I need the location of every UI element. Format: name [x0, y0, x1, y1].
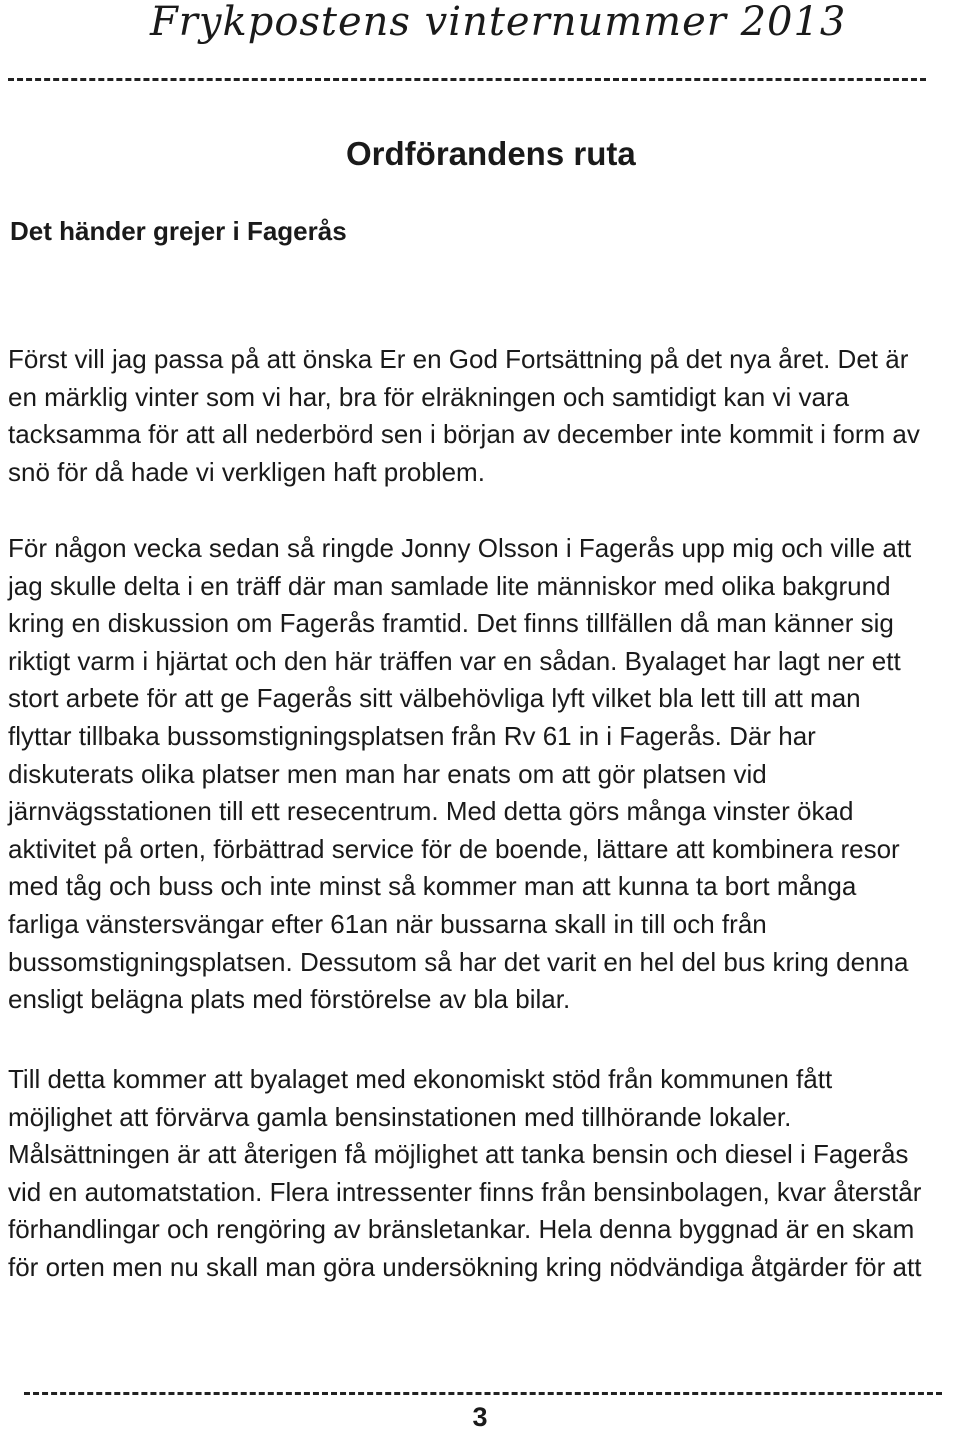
header-dashed-divider	[8, 78, 926, 81]
paragraph-line: vid en automatstation. Flera intressenter finns från bensinbolagen, kvar återstår	[8, 1176, 922, 1207]
paragraph-line: för orten men nu skall man göra undersökning kring nödvändiga åtgärder för att	[8, 1251, 922, 1282]
article-subheading: Det händer grejer i Fagerås	[10, 216, 347, 246]
paragraph-line: Till detta kommer att byalaget med ekonomiskt stöd från kommunen fått	[8, 1064, 833, 1094]
paragraph-line: snö för då hade vi verkligen haft problem.	[8, 456, 485, 487]
newsletter-header-title: Frykpostens vinternummer 2013	[150, 0, 847, 45]
paragraph-line: jag skulle delta i en träff där man samlade lite människor med olika bakgrund	[8, 570, 891, 601]
paragraph-line: tacksamma för att all nederbörd sen i början av december inte kommit i form av	[8, 419, 920, 450]
paragraph-line: Målsättningen är att återigen få möjlighet att tanka bensin och diesel i Fagerås	[8, 1139, 909, 1170]
article-title: Ordförandens ruta	[346, 135, 636, 172]
paragraph-line: järnvägsstationen till ett resecentrum. Med detta görs många vinster ökad	[8, 796, 854, 827]
paragraph-line: stort arbete för att ge Fagerås sitt välbehövliga lyft vilket bla lett till att man	[8, 683, 861, 714]
article-paragraph-3	[8, 1061, 954, 1287]
paragraph-line: riktigt varm i hjärtat och den här träffen var en sådan. Byalaget har lagt ner ett	[8, 645, 901, 676]
paragraph-line: ensligt belägna plats med förstörelse av bla bilar.	[8, 984, 571, 1015]
article-paragraph-2	[8, 530, 954, 1019]
paragraph-line: diskuterats olika platser men man har enats om att gör platsen vid	[8, 758, 767, 789]
footer-dashed-divider	[24, 1392, 942, 1395]
paragraph-line: bussomstigningsplatsen. Dessutom så har det varit en hel del bus kring denna	[8, 946, 909, 977]
paragraph-line: med tåg och buss och inte minst så kommer man att kunna ta bort många	[8, 871, 857, 902]
paragraph-line: farliga vänstersvängar efter 61an när bussarna skall in till och från	[8, 908, 767, 939]
paragraph-line: aktivitet på orten, förbättrad service för de boende, lättare att kombinera resor	[8, 833, 900, 864]
paragraph-line: För någon vecka sedan så ringde Jonny Olsson i Fagerås upp mig och ville att	[8, 533, 912, 563]
paragraph-line: Först vill jag passa på att önska Er en God Fortsättning på det nya året. Det är	[8, 344, 909, 374]
paragraph-line: möjlighet att förvärva gamla bensinstationen med tillhörande lokaler.	[8, 1101, 792, 1132]
paragraph-line: kring en diskussion om Fagerås framtid. Det finns tillfällen då man känner sig	[8, 608, 894, 639]
paragraph-line: förhandlingar och rengöring av bränsletankar. Hela denna byggnad är en skam	[8, 1214, 915, 1245]
article-paragraph-1	[8, 341, 954, 491]
page-number: 3	[472, 1402, 488, 1432]
paragraph-line: flyttar tillbaka bussomstigningsplatsen från Rv 61 in i Fagerås. Där har	[8, 720, 816, 751]
paragraph-line: en märklig vinter som vi har, bra för elräkningen och samtidigt kan vi vara	[8, 381, 850, 412]
